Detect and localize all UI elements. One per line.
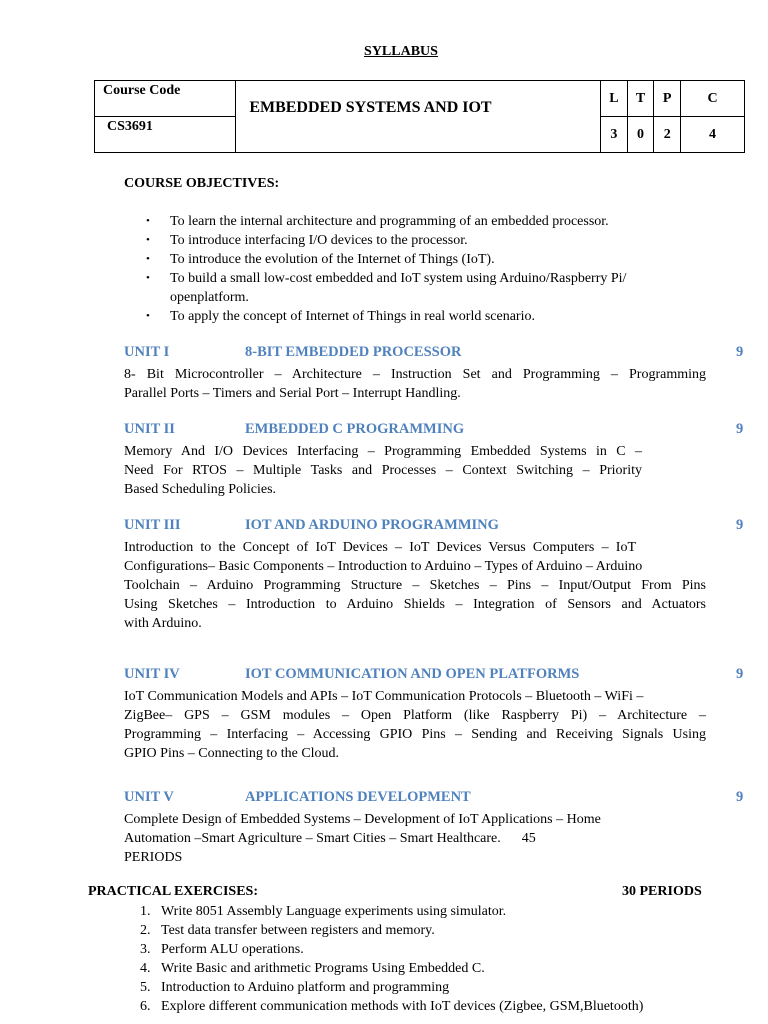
ltpc-value-l: 3: [601, 117, 628, 153]
ltpc-value-c: 4: [681, 117, 745, 153]
ltpc-label-p: P: [654, 81, 681, 117]
unit-line: PERIODS: [124, 850, 183, 865]
course-header-table: [94, 80, 745, 153]
ltpc-label-t: T: [627, 81, 654, 117]
unit-heading: [124, 789, 744, 809]
objective-item: • To apply the concept of Internet of Things in real world scenario.: [124, 307, 724, 326]
objectives-list: [124, 212, 724, 326]
unit-hours: 9: [736, 344, 744, 360]
unit-hours: 9: [736, 517, 744, 533]
unit-description: [124, 687, 706, 763]
practical-periods: 30 PERIODS: [622, 884, 702, 899]
unit-description: [124, 442, 642, 499]
objective-item: • To learn the internal architecture and programming of an embedded processor.: [124, 212, 724, 231]
objective-item-continued: openplatform.: [170, 290, 249, 305]
unit-line: 8- Bit Microcontroller – Architecture – Instruction Set and Programming – Programming: [124, 367, 706, 382]
objective-item: • To introduce the evolution of the Internet of Things (IoT).: [124, 250, 724, 269]
practical-item: 5. Introduction to Arduino platform and programming: [140, 980, 450, 995]
unit-line: Automation –Smart Agriculture – Smart Cities – Smart Healthcare. 45: [124, 831, 536, 846]
unit-line: Introduction to the Concept of IoT Devices – IoT Devices Versus Computers – IoT: [124, 540, 636, 555]
unit-number: UNIT IV: [124, 666, 180, 682]
unit-line: Need For RTOS – Multiple Tasks and Processes – Context Switching – Priority: [124, 463, 642, 478]
unit-name: IOT AND ARDUINO PROGRAMMING: [245, 517, 499, 533]
unit-name: 8-BIT EMBEDDED PROCESSOR: [245, 344, 462, 360]
ltpc-label-l: L: [601, 81, 628, 117]
unit-line: Based Scheduling Policies.: [124, 482, 277, 497]
unit-line: Complete Design of Embedded Systems – Development of IoT Applications – Home: [124, 812, 601, 827]
unit-description: [124, 365, 706, 403]
unit-number: UNIT III: [124, 517, 181, 533]
objective-item: • To build a small low-cost embedded and IoT system using Arduino/Raspberry Pi/: [124, 269, 724, 288]
unit-line: Memory And I/O Devices Interfacing – Programming Embedded Systems in C –: [124, 444, 642, 459]
unit-line: Toolchain – Arduino Programming Structure – Sketches – Pins – Input/Output From Pins: [124, 578, 706, 593]
unit-line: ZigBee– GPS – GSM modules – Open Platform (like Raspberry Pi) – Architecture –: [124, 708, 706, 723]
practical-item: 4. Write Basic and arithmetic Programs Using Embedded C.: [140, 961, 485, 976]
unit-line: Programming – Interfacing – Accessing GPIO Pins – Sending and Receiving Signals Using: [124, 727, 706, 742]
course-title: EMBEDDED SYSTEMS AND IOT: [236, 81, 601, 153]
unit-line: Configurations– Basic Components – Introduction to Arduino – Types of Arduino – Arduino: [124, 559, 643, 574]
ltpc-label-c: C: [681, 81, 745, 117]
syllabus-title: SYLLABUS: [364, 44, 438, 59]
unit-description: [124, 810, 706, 867]
unit-name: EMBEDDED C PROGRAMMING: [245, 421, 465, 437]
course-code-label: Course Code: [95, 81, 236, 117]
unit-number: UNIT V: [124, 789, 174, 805]
unit-name: APPLICATIONS DEVELOPMENT: [245, 789, 471, 805]
unit-heading: [124, 421, 744, 441]
practical-item: 3. Perform ALU operations.: [140, 942, 304, 957]
ltpc-value-t: 0: [627, 117, 654, 153]
practical-heading: PRACTICAL EXERCISES:: [88, 884, 258, 899]
unit-name: IOT COMMUNICATION AND OPEN PLATFORMS: [245, 666, 580, 682]
objective-item: • To introduce interfacing I/O devices to the processor.: [124, 231, 724, 250]
unit-heading: [124, 666, 744, 686]
unit-number: UNIT II: [124, 421, 175, 437]
practical-item: 6. Explore different communication methods with IoT devices (Zigbee, GSM,Bluetooth): [140, 999, 644, 1014]
ltpc-value-p: 2: [654, 117, 681, 153]
unit-line: Parallel Ports – Timers and Serial Port – Interrupt Handling.: [124, 386, 461, 401]
unit-line: GPIO Pins – Connecting to the Cloud.: [124, 746, 340, 761]
practical-item: 2. Test data transfer between registers and memory.: [140, 923, 435, 938]
unit-line: with Arduino.: [124, 616, 202, 631]
practical-item: 1. Write 8051 Assembly Language experiments using simulator.: [140, 904, 507, 919]
unit-description: [124, 538, 706, 633]
unit-heading: [124, 517, 744, 537]
unit-hours: 9: [736, 421, 744, 437]
course-code-value: CS3691: [95, 117, 236, 153]
unit-line: IoT Communication Models and APIs – IoT Communication Protocols – Bluetooth – WiFi –: [124, 689, 644, 704]
unit-number: UNIT I: [124, 344, 170, 360]
unit-line: Using Sketches – Introduction to Arduino Shields – Integration of Sensors and Actuators: [124, 597, 706, 612]
unit-hours: 9: [736, 666, 744, 682]
practical-list: [140, 902, 644, 1016]
objectives-heading: COURSE OBJECTIVES:: [124, 176, 280, 191]
unit-hours: 9: [736, 789, 744, 805]
unit-heading: [124, 344, 744, 364]
